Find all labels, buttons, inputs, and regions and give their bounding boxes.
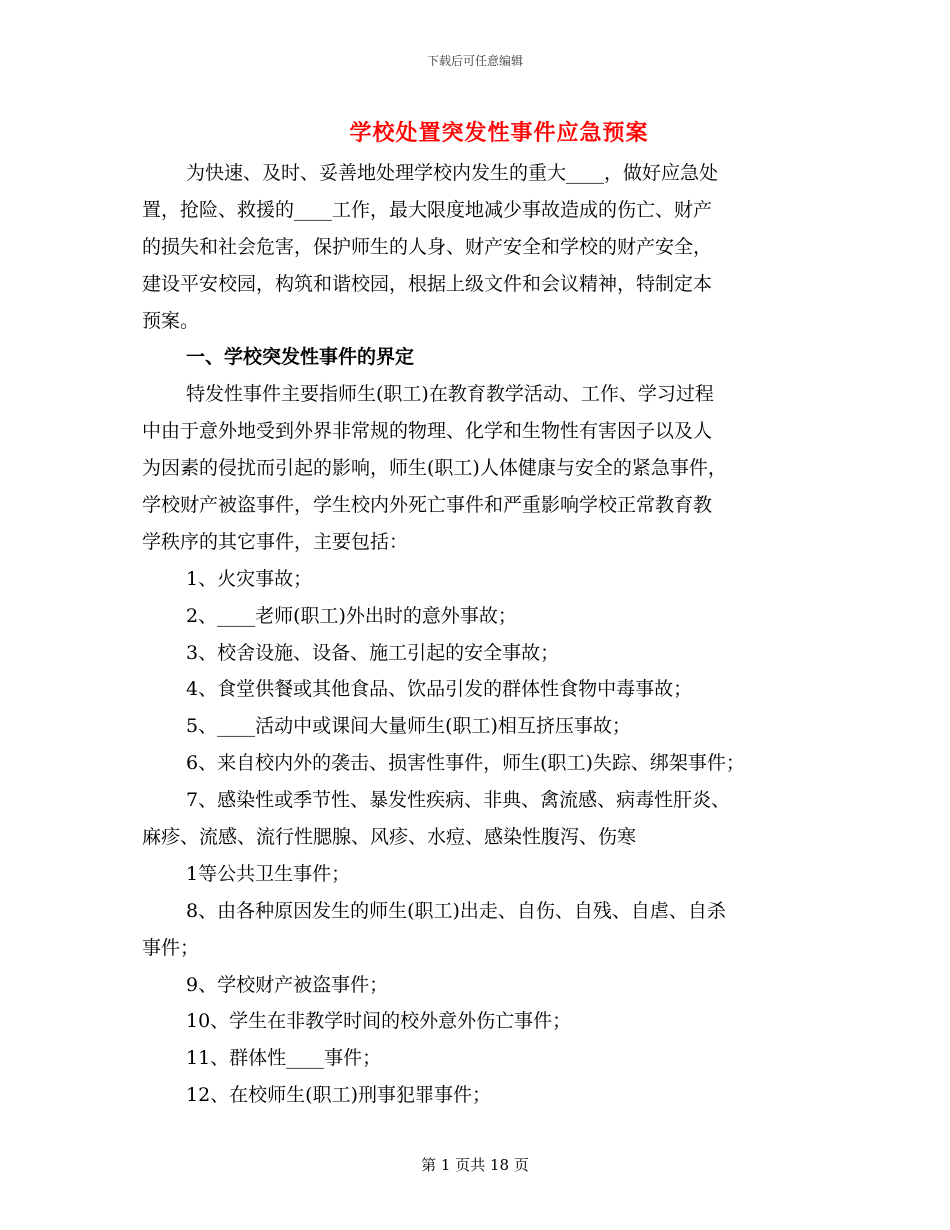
body-line: 特发性事件主要指师生(职工)在教育教学活动、工作、学习过程 — [186, 383, 714, 406]
body-line: 为因素的侵扰而引起的影响，师生(职工)人体健康与安全的紧急事件， — [142, 457, 727, 480]
body-line: 11、群体性____事件； — [186, 1047, 382, 1070]
body-line: 预案。 — [142, 309, 200, 332]
body-line: 为快速、及时、妥善地处理学校内发生的重大____，做好应急处 — [186, 162, 719, 184]
body-line: 12、在校师生(职工)刑事犯罪事件； — [186, 1084, 492, 1107]
body-line: 置，抢险、救援的____工作，最大限度地减少事故造成的伤亡、财产 — [142, 198, 713, 221]
body-line: 6、来自校内外的袭击、损害性事件，师生(职工)失踪、绑架事件； — [186, 752, 745, 775]
body-line: 麻疹、流感、流行性腮腺、风疹、水痘、感染性腹泻、伤寒 — [142, 826, 637, 849]
body-line: 事件； — [142, 936, 200, 959]
body-line: 中由于意外地受到外界非常规的物理、化学和生物性有害因子以及人 — [142, 420, 713, 443]
body-line: 7、感染性或季节性、暴发性疾病、非典、禽流感、病毒性肝炎、 — [186, 789, 731, 812]
body-line: 5、____活动中或课间大量师生(职工)相互挤压事故； — [186, 715, 631, 738]
body-line: 的损失和社会危害，保护师生的人身、财产安全和学校的财产安全， — [142, 235, 713, 258]
body-line: 4、食堂供餐或其他食品、饮品引发的群体性食物中毒事故； — [186, 678, 693, 701]
document-body — [142, 155, 822, 1114]
body-line: 10、学生在非教学时间的校外意外伤亡事件； — [186, 1010, 572, 1033]
body-line: 3、校舍设施、设备、施工引起的安全事故； — [186, 641, 560, 664]
body-line: 1、火灾事故； — [186, 567, 313, 590]
page-footer: 第 1 页共 18 页 — [421, 1156, 529, 1174]
header-note: 下载后可任意编辑 — [426, 54, 523, 68]
body-line: 2、____老师(职工)外出时的意外事故； — [186, 604, 517, 627]
body-line: 9、学校财产被盗事件； — [186, 973, 389, 996]
body-line: 学秩序的其它事件，主要包括： — [142, 530, 409, 553]
body-line: 1等公共卫生事件； — [186, 862, 351, 885]
body-line: 学校财产被盗事件，学生校内外死亡事件和严重影响学校正常教育教 — [142, 494, 713, 517]
body-line: 建设平安校园，构筑和谐校园，根据上级文件和会议精神，特制定本 — [142, 272, 713, 295]
document-title: 学校处置突发性事件应急预案 — [349, 120, 649, 146]
body-line: 8、由各种原因发生的师生(职工)出走、自伤、自残、自虐、自杀 — [186, 899, 726, 922]
section-heading: 一、学校突发性事件的界定 — [186, 346, 415, 369]
